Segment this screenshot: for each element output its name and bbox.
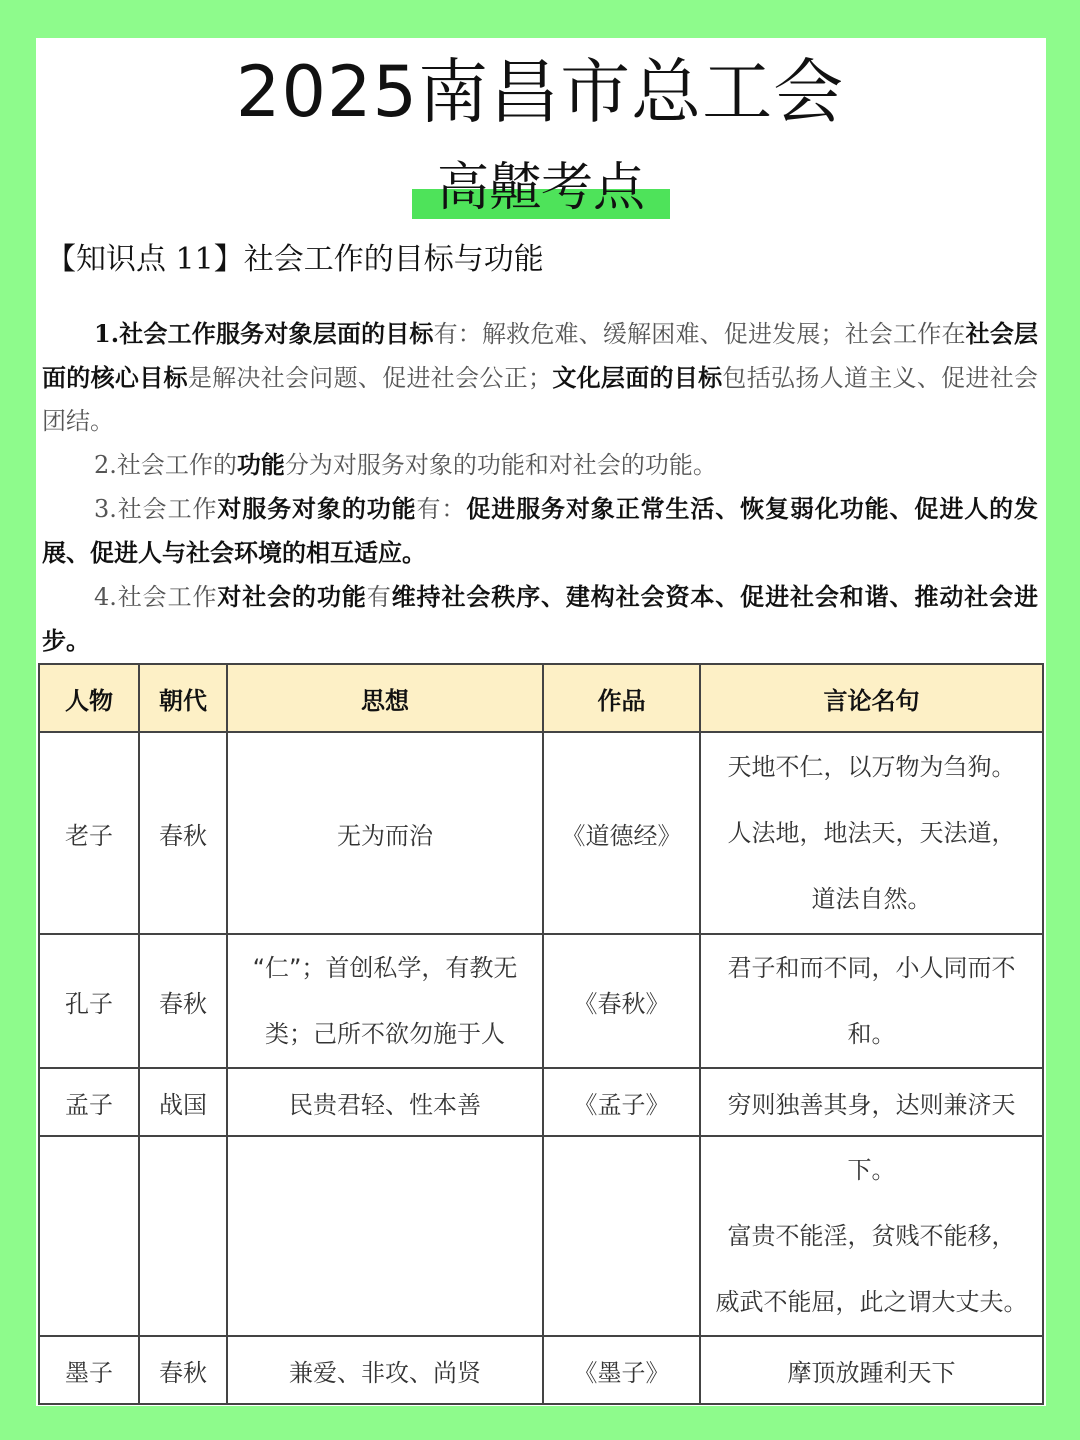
philosophers-table [38, 663, 1042, 1403]
cell-quote [700, 1136, 1043, 1336]
knowledge-body [42, 312, 1038, 663]
table-row [39, 934, 1043, 1068]
quote-line: 下。 [847, 1156, 896, 1184]
cell-quote: 穷则独善其身，达则兼济天 [700, 1068, 1043, 1136]
cell-quote [700, 732, 1043, 934]
header-quote: 言论名句 [700, 664, 1043, 732]
quote-line: 人法地，地法天，天法道， [727, 819, 1016, 847]
quote-line: 富贵不能淫，贫贱不能移， [727, 1222, 1016, 1250]
paragraph-1 [42, 312, 1038, 443]
page-title: 2025南昌市总工会 [235, 51, 845, 133]
p2-text-2: 分为对服务对象的功能和对社会的功能。 [284, 451, 717, 479]
paragraph-2 [42, 443, 1038, 487]
cell-thought: 兼爱、非攻、尚贤 [227, 1336, 543, 1404]
p1-text-1: 有：解救危难、缓解困难、促进发展；社会工作在 [433, 320, 966, 348]
paragraph-4 [42, 575, 1038, 663]
p1-strong-3: 文化层面的目标 [552, 363, 723, 392]
cell-work: 《孟子》 [543, 1068, 700, 1136]
cell-work: 《道德经》 [543, 732, 700, 934]
p1-num: 1.社会工作 [94, 319, 216, 348]
paragraph-3 [42, 487, 1038, 575]
table-row [39, 1068, 1043, 1136]
cell-dynasty: 春秋 [139, 1336, 227, 1404]
cell-person: 墨子 [39, 1336, 139, 1404]
p1-strong-1: 服务对象层面的目标 [215, 319, 434, 348]
p4-strong-1: 对社会的功能 [217, 582, 367, 611]
header-thought: 思想 [227, 664, 543, 732]
header-work: 作品 [543, 664, 700, 732]
p4-text-1: 4.社会工作 [94, 583, 218, 611]
p1-text-3: 包括弘扬人道主义、促进社会团结。 [42, 364, 1039, 435]
cell-work: 《墨子》 [543, 1336, 700, 1404]
table-row [39, 1336, 1043, 1404]
cell-dynasty: 战国 [139, 1068, 227, 1136]
cell-thought [227, 934, 543, 1068]
cell-dynasty: 春秋 [139, 934, 227, 1068]
cell-dynasty: 春秋 [139, 732, 227, 934]
cell-quote [700, 934, 1043, 1068]
p1-text-2: 是解决社会问题、促进社会公正； [187, 364, 553, 392]
cell-empty [39, 1136, 139, 1336]
thought-line: 类；己所不欲勿施于人 [265, 1020, 505, 1048]
p2-text-1: 2.社会工作的 [94, 451, 237, 479]
p4-text-2: 有 [366, 583, 392, 611]
cell-quote: 摩顶放踵利天下 [700, 1336, 1043, 1404]
p3-strong-1: 对服务对象的功能 [217, 494, 417, 523]
p3-text-2: 有： [416, 495, 467, 523]
cell-empty [139, 1136, 227, 1336]
p3-text-1: 3.社会工作 [94, 495, 218, 523]
cell-thought: 无为而治 [227, 732, 543, 934]
cell-empty [227, 1136, 543, 1336]
quote-line: 君子和而不同，小人同而不 [727, 954, 1016, 982]
quote-line: 威武不能屈，此之谓大丈夫。 [715, 1288, 1028, 1316]
cell-empty [543, 1136, 700, 1336]
cell-thought: 民贵君轻、性本善 [227, 1068, 543, 1136]
header-dynasty: 朝代 [139, 664, 227, 732]
table-header-row [39, 664, 1043, 732]
subtitle-block [412, 155, 670, 225]
cell-person: 孔子 [39, 934, 139, 1068]
p4-strong-2: 维持社会秩序、建构社会资本、促进社会和谐、推动社会进步。 [42, 582, 1039, 655]
quote-line: 和。 [847, 1020, 896, 1048]
cell-work: 《春秋》 [543, 934, 700, 1068]
thought-line: “仁”；首创私学，有教无 [252, 954, 518, 982]
table-row [39, 732, 1043, 934]
cell-person: 孟子 [39, 1068, 139, 1136]
quote-line: 天地不仁，以万物为刍狗。 [727, 753, 1016, 781]
p2-strong-1: 功能 [236, 450, 285, 479]
header-person: 人物 [39, 664, 139, 732]
quote-line: 道法自然。 [811, 885, 932, 913]
cell-person: 老子 [39, 732, 139, 934]
knowledge-point-heading: 【知识点 11】社会工作的目标与功能 [46, 242, 544, 277]
page-subtitle: 高齄考点 [436, 158, 645, 218]
table-row [39, 1136, 1043, 1336]
p1-strong-2: 社会层面的核心目标 [42, 319, 1039, 392]
p3-strong-2: 促进服务对象正常生活、恢复弱化功能、促进人的发展、促进人与社会环境的相互适应。 [42, 494, 1039, 567]
